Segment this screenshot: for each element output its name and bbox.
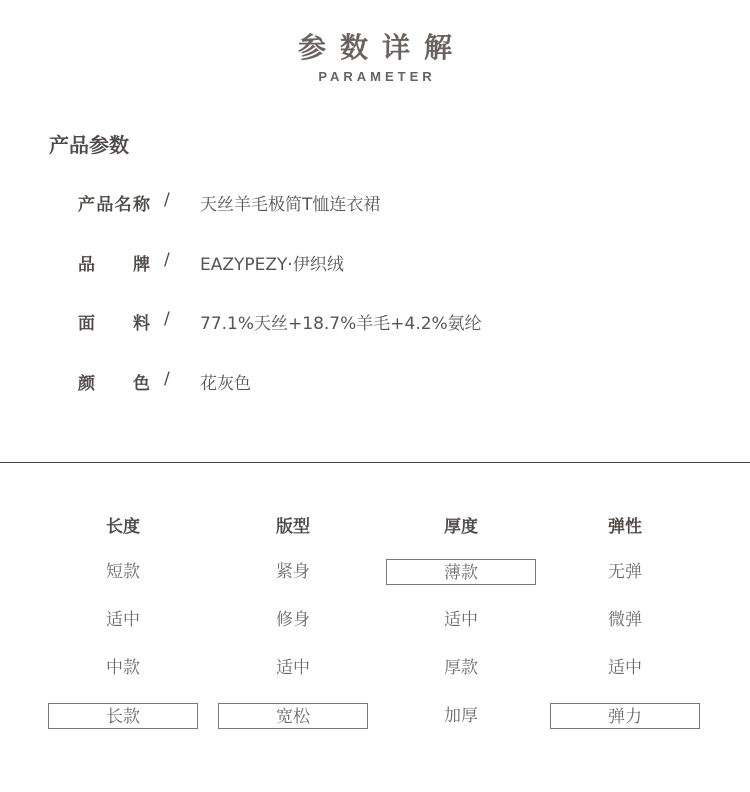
param-separator: /: [164, 309, 170, 329]
option-length-long-selected: 长款: [48, 703, 198, 729]
option-length-short: 短款: [106, 562, 140, 582]
section-divider: [0, 462, 750, 463]
option-fit-loose-selected: 宽松: [218, 703, 368, 729]
option-elasticity-stretch-selected: 弹力: [550, 703, 700, 729]
option-thickness-thin-selected: 薄款: [386, 559, 536, 585]
param-label: 品牌: [78, 255, 150, 275]
param-value: EAZYPEZY·伊织绒: [200, 255, 344, 275]
param-label: 面料: [78, 314, 150, 334]
page-subtitle: PARAMETER: [318, 69, 436, 84]
section-title-product-params: 产品参数: [49, 133, 129, 157]
param-label: 颜色: [78, 374, 150, 394]
param-separator: /: [164, 369, 170, 389]
column-header-thickness: 厚度: [444, 517, 478, 537]
option-thickness-medium: 适中: [444, 610, 478, 630]
option-length-mid: 中款: [106, 658, 140, 678]
option-elasticity-slight: 微弹: [608, 610, 642, 630]
param-separator: /: [164, 250, 170, 270]
column-header-fit: 版型: [276, 517, 310, 537]
option-fit-slim: 修身: [276, 610, 310, 630]
param-separator: /: [164, 190, 170, 210]
page-title: 参数详解: [297, 31, 466, 64]
param-value: 花灰色: [200, 374, 251, 394]
option-elasticity-medium: 适中: [608, 658, 642, 678]
option-fit-regular: 适中: [276, 658, 310, 678]
column-header-length: 长度: [106, 517, 140, 537]
option-thickness-extra-thick: 加厚: [444, 706, 478, 726]
option-thickness-thick: 厚款: [444, 658, 478, 678]
param-label: 产品名称: [78, 195, 150, 215]
param-value: 77.1%天丝+18.7%羊毛+4.2%氨纶: [200, 314, 482, 334]
param-value: 天丝羊毛极简T恤连衣裙: [200, 195, 381, 215]
column-header-elasticity: 弹性: [608, 517, 642, 537]
option-length-medium: 适中: [106, 610, 140, 630]
option-elasticity-none: 无弹: [608, 562, 642, 582]
option-fit-tight: 紧身: [276, 562, 310, 582]
